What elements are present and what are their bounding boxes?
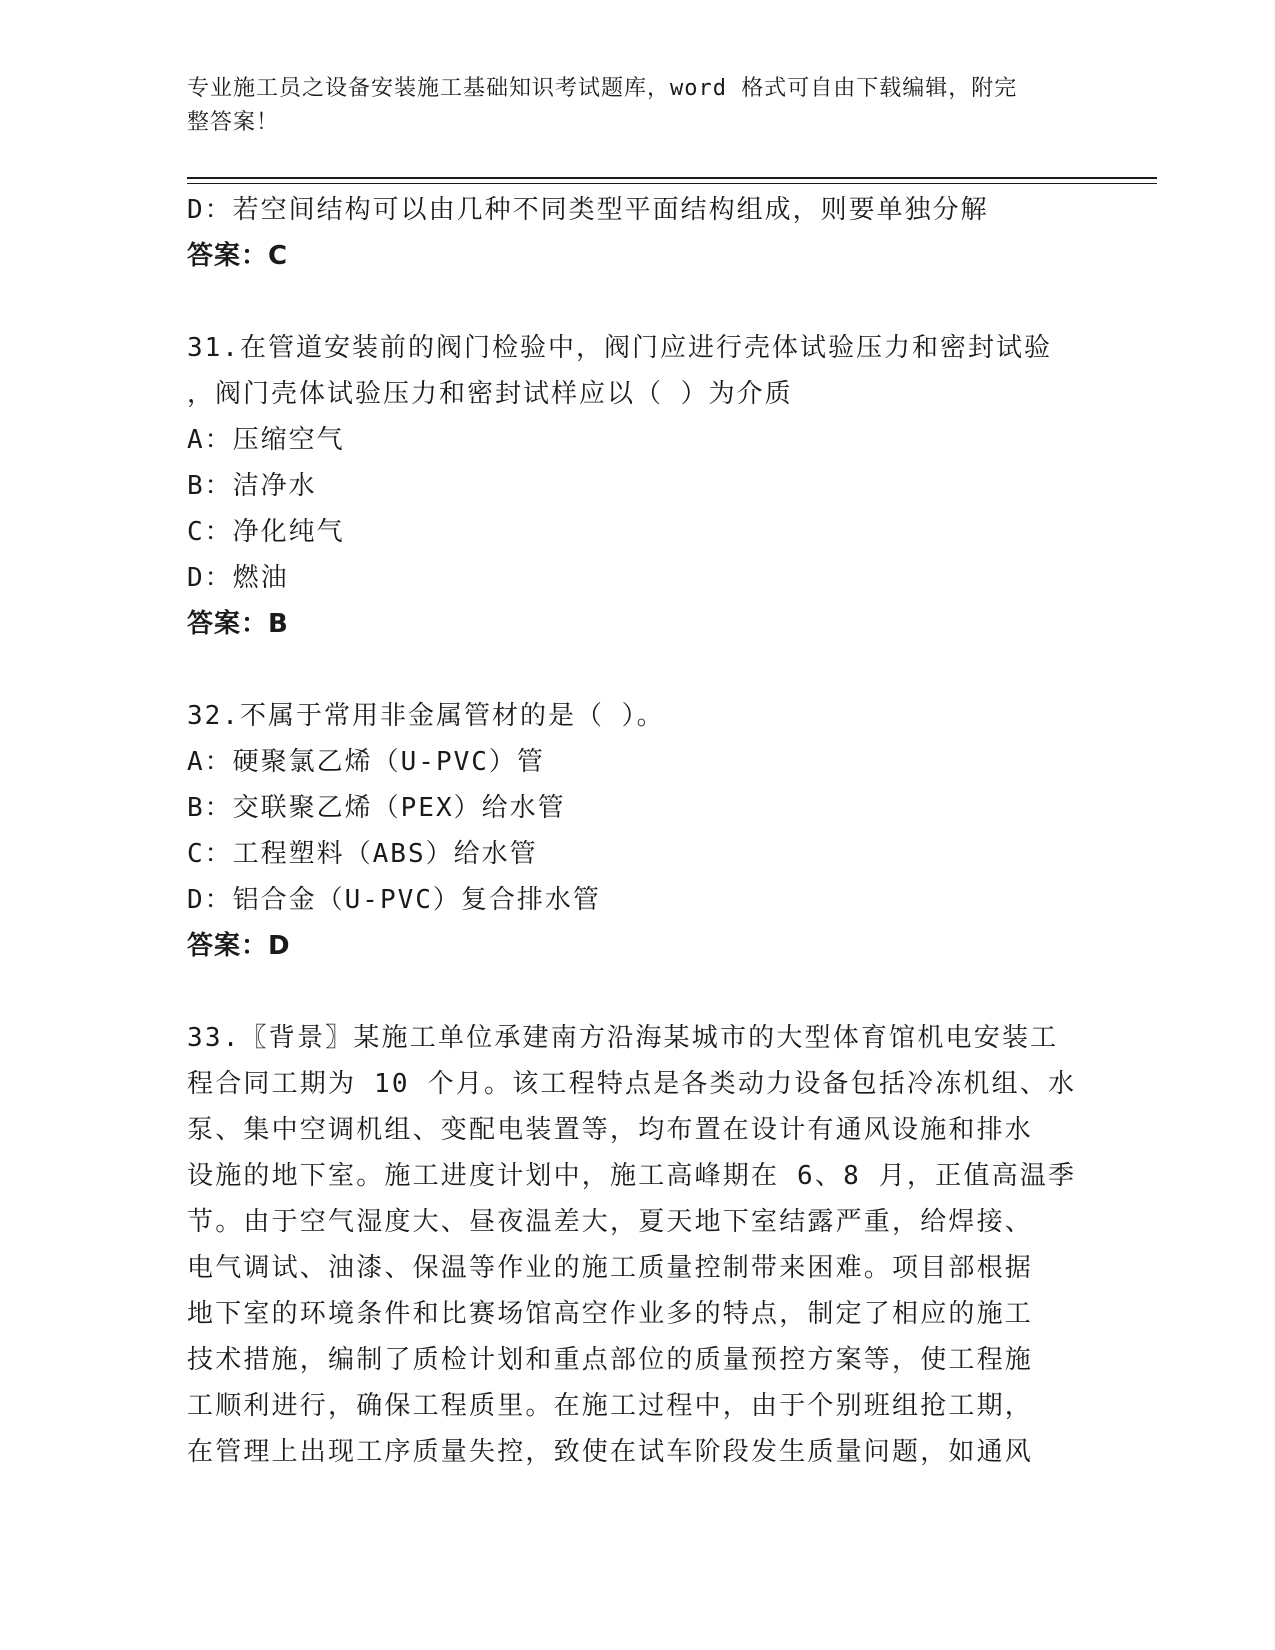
paragraph-line: 地下室的环境条件和比赛场馆高空作业多的特点，制定了相应的施工 bbox=[187, 1299, 1034, 1329]
document-header bbox=[187, 72, 1067, 140]
option-d: D：若空间结构可以由几种不同类型平面结构组成，则要单独分解 bbox=[187, 195, 989, 225]
document-body bbox=[187, 187, 1087, 1475]
paragraph-line: 33.〖背景〗某施工单位承建南方沿海某城市的大型体育馆机电安装工 bbox=[187, 1023, 1059, 1053]
option-c: C：净化纯气 bbox=[187, 517, 345, 547]
paragraph-line: 工顺利进行，确保工程质里。在施工过程中，由于个别班组抢工期， bbox=[187, 1391, 1034, 1421]
question-stem: ，阀门壳体试验压力和密封试样应以（ ）为介质 bbox=[187, 379, 793, 409]
question-33 bbox=[187, 1015, 1087, 1475]
option-a: A：硬聚氯乙烯（U-PVC）管 bbox=[187, 747, 545, 777]
answer-line: 答案：B bbox=[187, 609, 289, 639]
question-32 bbox=[187, 693, 1087, 969]
answer-line: 答案：D bbox=[187, 931, 291, 961]
paragraph-line: 设施的地下室。施工进度计划中，施工高峰期在 6、8 月，正值高温季 bbox=[187, 1161, 1077, 1191]
header-line-2: 整答案！ bbox=[187, 110, 280, 135]
header-divider-thick bbox=[187, 177, 1157, 179]
question-31 bbox=[187, 325, 1087, 647]
option-d: D：铝合金（U-PVC）复合排水管 bbox=[187, 885, 601, 915]
question-stem: 31.在管道安装前的阀门检验中，阀门应进行壳体试验压力和密封试验 bbox=[187, 333, 1052, 363]
answer-line: 答案：C bbox=[187, 241, 289, 271]
paragraph-line: 程合同工期为 10 个月。该工程特点是各类动力设备包括冷冻机组、水 bbox=[187, 1069, 1077, 1099]
paragraph-line: 节。由于空气湿度大、昼夜温差大，夏天地下室结露严重，给焊接、 bbox=[187, 1207, 1034, 1237]
question-30-tail bbox=[187, 187, 1087, 279]
option-b: B：交联聚乙烯（PEX）给水管 bbox=[187, 793, 566, 823]
paragraph-line: 泵、集中空调机组、变配电装置等，均布置在设计有通风设施和排水 bbox=[187, 1115, 1034, 1145]
header-line-1: 专业施工员之设备安装施工基础知识考试题库，word 格式可自由下载编辑，附完 bbox=[187, 76, 1018, 101]
header-divider-thin bbox=[187, 183, 1157, 184]
paragraph-line: 电气调试、油漆、保温等作业的施工质量控制带来困难。项目部根据 bbox=[187, 1253, 1034, 1283]
option-a: A：压缩空气 bbox=[187, 425, 345, 455]
spacer bbox=[187, 647, 1087, 693]
paragraph-line: 在管理上出现工序质量失控，致使在试车阶段发生质量问题，如通风 bbox=[187, 1437, 1034, 1467]
spacer bbox=[187, 279, 1087, 325]
question-stem: 32.不属于常用非金属管材的是（ ）。 bbox=[187, 701, 665, 731]
spacer bbox=[187, 969, 1087, 1015]
paragraph-line: 技术措施，编制了质检计划和重点部位的质量预控方案等，使工程施 bbox=[187, 1345, 1034, 1375]
option-c: C：工程塑料（ABS）给水管 bbox=[187, 839, 538, 869]
option-b: B：洁净水 bbox=[187, 471, 317, 501]
option-d: D：燃油 bbox=[187, 563, 289, 593]
